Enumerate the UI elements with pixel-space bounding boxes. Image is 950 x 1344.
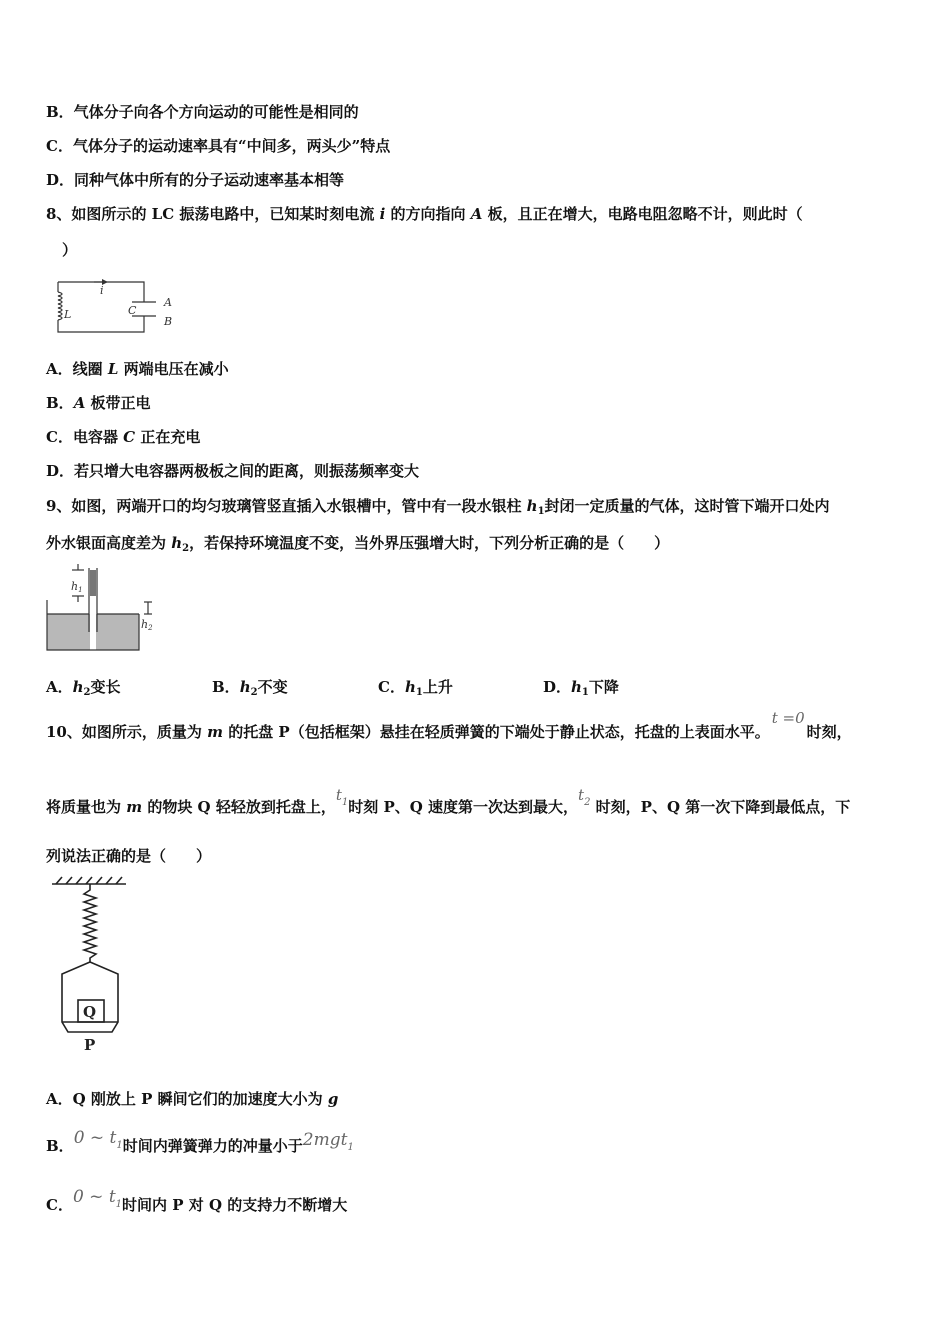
q7-option-c: C．气体分子的运动速率具有“中间多，两头少”特点 <box>46 137 391 155</box>
q10-option-c: C．0 ~ $t^1$时间内 P 对 Q 的支持力不断增大 <box>46 1187 348 1214</box>
q9-option-b: B．$h_2$不变 <box>212 678 288 698</box>
q9-stem-line2: 外水银面高度差为 $h_2$，若保持环境温度不变，当外界压强增大时，下列分析正确的是（ ） <box>46 534 670 554</box>
q10-stem-line2: 将质量也为 m 的物块 Q 轻轻放到托盘上，$t^1$时刻 P、Q 速度第一次达到最大，$t^2$ 时刻，P、Q 第一次下降到最低点，下 <box>46 786 851 816</box>
q7-option-b: B．气体分子向各个方向运动的可能性是相同的 <box>46 103 359 121</box>
q10-stem-line3: 列说法正确的是（ ） <box>46 847 212 865</box>
h1-label: h1 <box>71 580 83 594</box>
q9-option-d: D．$h_1$下降 <box>543 678 619 698</box>
block-q-label: Q <box>83 1003 97 1021</box>
current-i-label: i <box>100 284 104 297</box>
q8-stem-end: ） <box>62 241 78 259</box>
q10-option-a: A．Q 刚放上 P 瞬间它们的加速度大小为 g <box>46 1090 339 1108</box>
q9-option-a: A．$h_2$变长 <box>46 678 121 698</box>
q8-option-d: D．若只增大电容器两极板之间的距离，则振荡频率变大 <box>46 462 420 480</box>
mercury-tube-figure <box>44 562 160 654</box>
tray-p-label: P <box>84 1036 96 1054</box>
h2-label: h2 <box>141 618 153 632</box>
q10-option-b: B．0 ~ $t^1$时间内弹簧弹力的冲量小于2mgt$_1$ <box>46 1128 354 1155</box>
q9-option-c: C．$h_1$上升 <box>378 678 453 698</box>
plate-a-label: A <box>164 296 172 309</box>
q10-stem-line1: 10、如图所示，质量为 m 的托盘 P（包括框架）悬挂在轻质弹簧的下端处于静止状态，托盘的上表面水平。t =0时刻， <box>46 709 852 741</box>
spring-tray-figure <box>46 874 136 1054</box>
q7-option-d: D．同种气体中所有的分子运动速率基本相等 <box>46 171 345 189</box>
lc-circuit-figure <box>44 272 184 342</box>
plate-b-label: B <box>164 315 173 328</box>
q8-option-a: A．线圈 L 两端电压在减小 <box>46 360 229 378</box>
q8-option-b: B．A 板带正电 <box>46 394 151 412</box>
q8-stem: 8、如图所示的 LC 振荡电路中，已知某时刻电流 i 的方向指向 A 板，且正在增大，电路电阻忽略不计，则此时（ <box>46 205 803 223</box>
inductor-l-label: L <box>64 308 72 321</box>
q8-option-c: C．电容器 C 正在充电 <box>46 428 201 446</box>
capacitor-c-label: C <box>128 304 137 317</box>
q9-stem-line1: 9、如图，两端开口的均匀玻璃管竖直插入水银槽中，管中有一段水银柱 $h_1$封闭一定质量的气体，这时管下端开口处内 <box>46 497 830 517</box>
